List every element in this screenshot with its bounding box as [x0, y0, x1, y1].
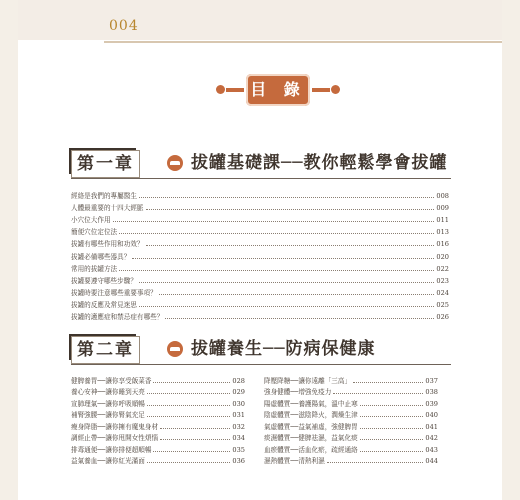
toc-dot-leader: [139, 282, 434, 283]
toc-entry-page: 023: [436, 276, 449, 285]
toc-dot-leader: [360, 428, 424, 429]
toc-entry-page: 008: [436, 192, 449, 201]
toc-entry-title: 血瘀體質──活血化瘀，疏經通絡: [264, 445, 358, 454]
toc-entry[interactable]: [264, 432, 438, 444]
toc-entry[interactable]: [71, 262, 449, 274]
contents-heading: [228, 74, 328, 106]
toc-entry-title: 排毒通便──讓你排便超順暢: [71, 445, 152, 454]
toc-entry[interactable]: [264, 409, 438, 421]
toc-entry[interactable]: [71, 386, 245, 398]
toc-entry-page: 013: [436, 228, 449, 237]
toc-entry-title: 氣虛體質──益氣補虛，強健脾胃: [264, 422, 358, 431]
toc-entry[interactable]: [71, 249, 449, 261]
toc-entry[interactable]: [71, 374, 245, 386]
chapter-2-label: 第二章: [71, 336, 140, 364]
toc-dot-leader: [153, 382, 230, 383]
toc-entry-title: 人體最重要的十四大經脈: [71, 204, 144, 213]
toc-entry-title: 陰虛體質──滋陰降火，潤燥生津: [264, 411, 358, 419]
toc-entry-title: 陽虛體質──養護陽氣，溫中止寒: [264, 399, 358, 408]
toc-dot-leader: [147, 416, 231, 417]
toc-entry[interactable]: [71, 201, 449, 213]
toc-entry[interactable]: [71, 298, 449, 310]
page-number: 004: [109, 18, 139, 34]
toc-entry-page: 024: [436, 288, 449, 297]
toc-entry-page: 037: [425, 376, 438, 385]
toc-entry[interactable]: [71, 455, 245, 467]
toc-entry-page: 020: [436, 252, 449, 261]
ornament-right-bar: [312, 88, 330, 92]
toc-entry-page: 039: [425, 399, 438, 408]
toc-entry-title: 拔罐要遵守哪些步驟？: [71, 276, 137, 285]
toc-dot-leader: [160, 428, 230, 429]
toc-entry-page: 041: [425, 422, 438, 431]
toc-entry-title: 拔罐有哪些作用和功效？: [71, 240, 144, 249]
toc-entry[interactable]: [71, 237, 449, 249]
toc-entry-title: 宣肺理氣──讓你呼吸順暢: [71, 399, 145, 408]
toc-entry-page: 043: [425, 445, 438, 454]
chapter-1-header: [71, 150, 448, 176]
toc-dot-leader: [146, 209, 435, 210]
toc-entry[interactable]: [71, 274, 449, 286]
ornament-left-bar: [226, 88, 244, 92]
toc-entry-page: 025: [436, 300, 449, 309]
toc-entry-title: 補腎強腰──讓你腎氣充足: [71, 411, 145, 419]
toc-entry[interactable]: [264, 374, 438, 386]
toc-entry[interactable]: [264, 386, 438, 398]
toc-entry-page: 029: [232, 388, 245, 396]
toc-entry-title: 降壓降糖──讓你遠離「三高」: [264, 376, 352, 385]
toc-entry-title: 簡便穴位定位法: [71, 228, 118, 237]
toc-entry-page: 034: [232, 434, 245, 442]
toc-entry[interactable]: [71, 432, 245, 444]
toc-entry-page: 036: [232, 457, 245, 465]
toc-dot-leader: [360, 416, 424, 417]
toc-entry-page: 031: [232, 411, 245, 419]
chapter-2-toc-right: [264, 374, 438, 466]
toc-dot-leader: [147, 405, 231, 406]
toc-entry-page: 030: [232, 399, 245, 408]
toc-entry-page: 009: [436, 204, 449, 213]
chapter-2-toc-left: [71, 374, 245, 466]
toc-entry-title: 經絡是我們的專屬醫生: [71, 192, 137, 201]
toc-entry-page: 016: [436, 240, 449, 249]
toc-entry-title: 強身健體──增強免疫力: [264, 388, 332, 396]
toc-dot-leader: [153, 451, 230, 452]
toc-dot-leader: [146, 245, 435, 246]
toc-entry[interactable]: [71, 189, 449, 201]
toc-entry-title: 濕熱體質──清熱利濕: [264, 457, 325, 465]
toc-entry-page: 044: [425, 457, 438, 465]
toc-entry-title: 痰濕體質──健脾祛濕，益氣化痰: [264, 434, 358, 442]
toc-entry-title: 瘦身降脂──讓你擁有魔鬼身材: [71, 422, 159, 431]
toc-dot-leader: [119, 270, 434, 271]
toc-entry-title: 拔罐必備哪些器具？: [71, 252, 131, 261]
toc-dot-leader: [327, 462, 424, 463]
toc-dot-leader: [139, 197, 434, 198]
toc-entry[interactable]: [71, 213, 449, 225]
toc-entry-title: 常用的拔罐方法: [71, 264, 118, 273]
toc-entry-title: 健脾養胃──讓你享受飯菜香: [71, 376, 152, 385]
ornament-left-icon: [216, 85, 225, 94]
toc-entry[interactable]: [264, 443, 438, 455]
chapter-1-title: 拔罐基礎課──教你輕鬆學會拔罐: [191, 153, 448, 173]
toc-entry[interactable]: [71, 286, 449, 298]
toc-dot-leader: [113, 221, 435, 222]
toc-entry-title: 拔罐的反應及常見迷思: [71, 300, 137, 309]
chapter-2-rule: [71, 364, 451, 365]
toc-dot-leader: [147, 462, 231, 463]
toc-entry[interactable]: [264, 420, 438, 432]
toc-entry[interactable]: [264, 397, 438, 409]
toc-dot-leader: [147, 393, 231, 394]
toc-dot-leader: [333, 393, 423, 394]
toc-entry-title: 養心安神──讓你睡到天亮: [71, 388, 145, 396]
toc-dot-leader: [353, 382, 423, 383]
toc-entry-page: 028: [232, 376, 245, 385]
toc-entry[interactable]: [71, 310, 449, 322]
toc-entry[interactable]: [71, 225, 449, 237]
toc-dot-leader: [360, 451, 424, 452]
toc-entry-title: 益氣養血──讓你紅光滿面: [71, 457, 145, 465]
toc-entry-page: 042: [425, 434, 438, 442]
toc-entry-page: 035: [232, 445, 245, 454]
toc-dot-leader: [139, 306, 434, 307]
toc-dot-leader: [119, 233, 434, 234]
toc-entry[interactable]: [264, 455, 438, 467]
toc-dot-leader: [132, 258, 434, 259]
chapter-1-toc: [71, 189, 449, 322]
chapter-1-label: 第一章: [71, 150, 140, 178]
contents-title: 目 錄: [246, 74, 310, 106]
toc-dot-leader: [160, 439, 230, 440]
toc-entry-title: 小穴位大作用: [71, 216, 111, 225]
toc-entry-title: 拔罐時要注意哪些重要事項？: [71, 288, 157, 297]
cupping-jar-icon: [167, 341, 183, 357]
header-band: [18, 0, 502, 40]
toc-dot-leader: [159, 294, 435, 295]
toc-entry-title: 拔罐的適應症和禁忌症有哪些？: [71, 313, 164, 322]
header-rule: [104, 41, 502, 43]
toc-entry[interactable]: [71, 409, 245, 421]
toc-entry-page: 038: [425, 388, 438, 396]
toc-entry-title: 調經止帶──讓你甩開女性煩惱: [71, 434, 159, 442]
chapter-1-rule: [71, 178, 451, 179]
toc-entry-page: 011: [436, 216, 449, 225]
cupping-jar-icon: [167, 155, 183, 171]
chapter-2-header: [71, 336, 431, 362]
toc-dot-leader: [360, 439, 424, 440]
toc-entry-page: 022: [436, 264, 449, 273]
toc-dot-leader: [165, 318, 434, 319]
toc-entry[interactable]: [71, 443, 245, 455]
toc-entry-page: 026: [436, 313, 449, 322]
toc-entry-page: 032: [232, 422, 245, 431]
toc-entry[interactable]: [71, 420, 245, 432]
toc-entry[interactable]: [71, 397, 245, 409]
toc-dot-leader: [360, 405, 424, 406]
toc-entry-page: 040: [425, 411, 438, 419]
chapter-2-title: 拔罐養生──防病保健康: [191, 339, 376, 359]
ornament-right-icon: [331, 85, 340, 94]
